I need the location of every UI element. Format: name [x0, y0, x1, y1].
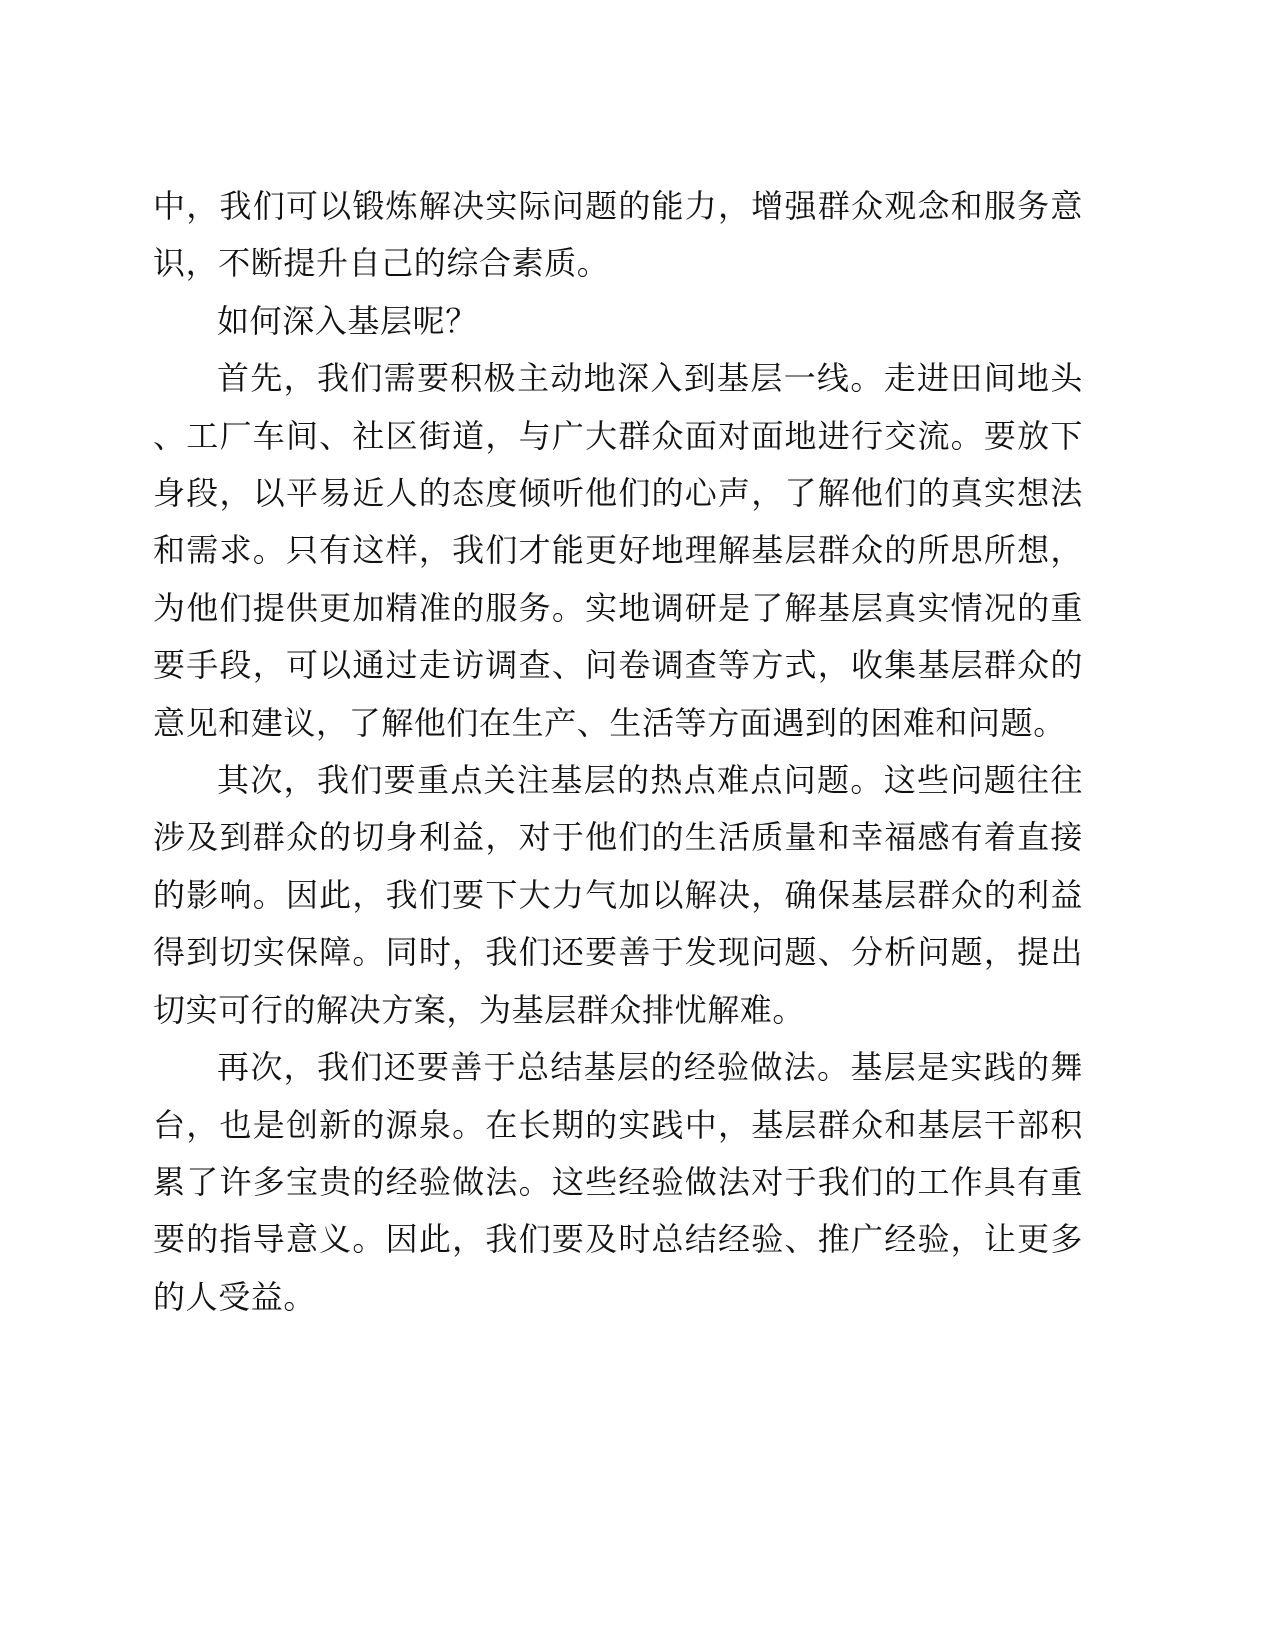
paragraph-first: 首先，我们需要积极主动地深入到基层一线。走进田间地头、工厂车间、社区街道，与广大群众面对面地进行交流。要放下身段，以平易近人的态度倾听他们的心声，了解他们的真实想法和需求。只有这样，我们才能更好地理解基层群众的所思所想，为他们提供更加精准的服务。实地调研是了解基层真实情况的重要手段，可以通过走访调查、问卷调查等方式，收集基层群众的意见和建议，了解他们在生产、生活等方面遇到的困难和问题。: [153, 359, 1083, 742]
paragraph-question: 如何深入基层呢？: [217, 301, 478, 340]
paragraph-second: 其次，我们要重点关注基层的热点难点问题。这些问题往往涉及到群众的切身利益，对于他们的生活质量和幸福感有着直接的影响。因此，我们要下大力气加以解决，确保基层群众的利益得到切实保障。同时，我们还要善于发现问题、分析问题，提出切实可行的解决方案，为基层群众排忧解难。: [153, 761, 1083, 1029]
paragraph-third: 再次，我们还要善于总结基层的经验做法。基层是实践的舞台，也是创新的源泉。在长期的实践中，基层群众和基层干部积累了许多宝贵的经验做法。这些经验做法对于我们的工作具有重要的指导意义。因此，我们要及时总结经验、推广经验，让更多的人受益。: [153, 1048, 1083, 1316]
paragraph-continuation: 中，我们可以锻炼解决实际问题的能力，增强群众观念和服务意识，不断提升自己的综合素质。: [153, 187, 1083, 283]
document-body: [153, 178, 1083, 1326]
